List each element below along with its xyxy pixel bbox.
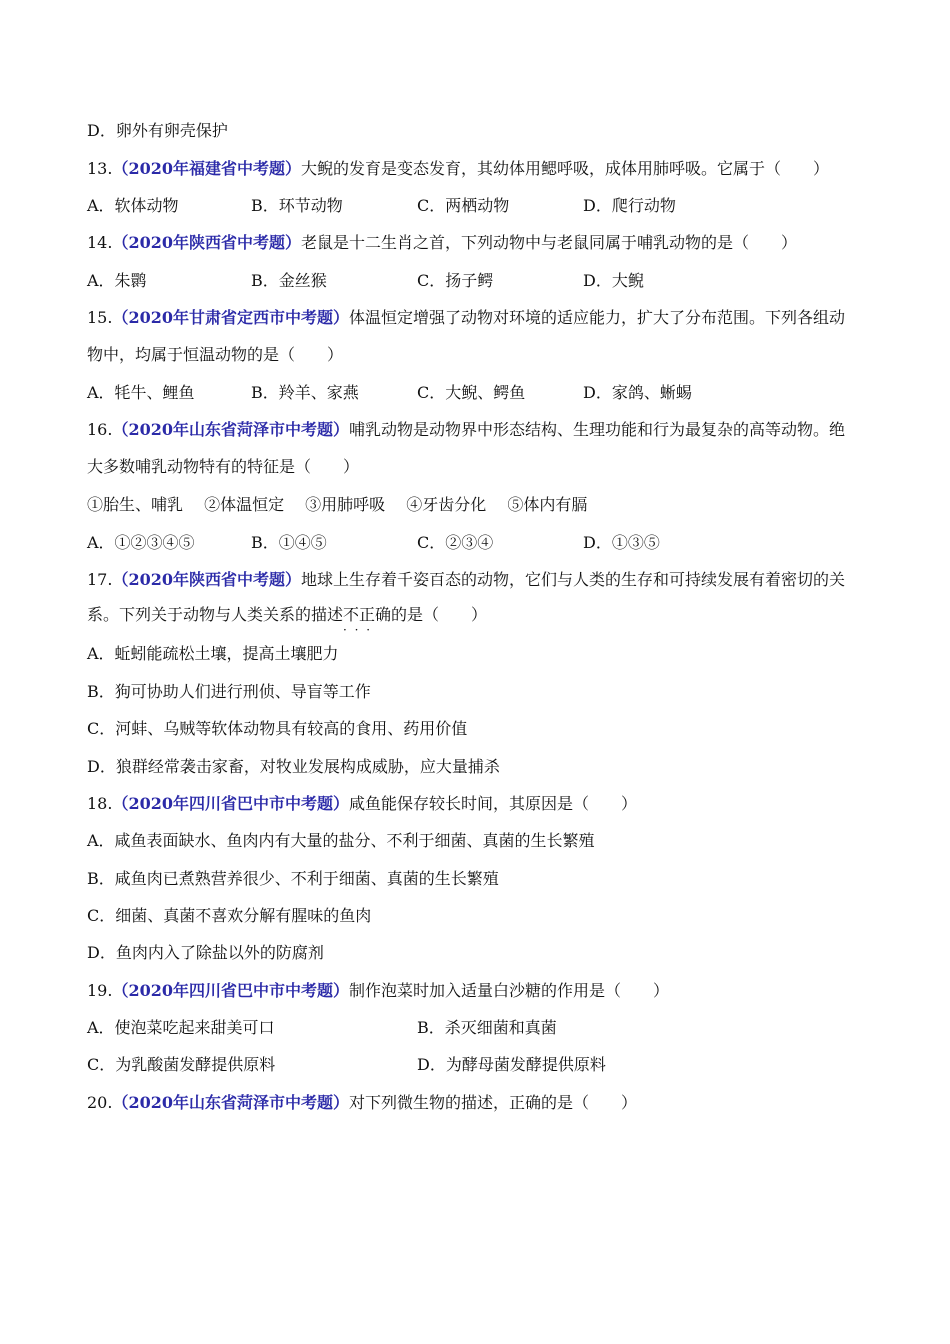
q20-stem — [87, 1092, 637, 1114]
q17-stem-part3: 的是（ ） — [391, 605, 488, 624]
q17-emphasis-not-correct: 不正确 · · · — [343, 605, 391, 624]
q13-option-d: D．爬行动物 — [583, 196, 676, 215]
q17-stem — [87, 569, 845, 591]
q16-option-d: D．①③⑤ — [583, 533, 660, 552]
q18-number: 18. — [87, 794, 113, 813]
q14-option-c: C．扬子鳄 — [417, 271, 494, 290]
q16-text: 哺乳动物是动物界中形态结构、生理功能和行为最复杂的高等动物。绝 — [349, 420, 846, 439]
q17-text: 地球上生存着千姿百态的动物，它们与人类的生存和可持续发展有着密切的关 — [301, 570, 846, 589]
q17-option-d: D．狼群经常袭击家畜，对牧业发展构成威胁，应大量捕杀 — [87, 757, 500, 776]
q13-source: （2020年福建省中考题） — [112, 159, 301, 178]
q16-number: 16. — [87, 420, 113, 439]
q16-source: （2020年山东省菏泽市中考题） — [112, 420, 349, 439]
q15-number: 15. — [87, 308, 113, 327]
q13-number: 13. — [87, 159, 113, 178]
q17-option-a: A．蚯蚓能疏松土壤，提高土壤肥力 — [87, 644, 339, 663]
q15-stem-line2: 物中，均属于恒温动物的是（ ） — [87, 345, 344, 364]
q19-option-c: C．为乳酸菌发酵提供原料 — [87, 1055, 276, 1074]
q13-text: 大鲵的发育是变态发育，其幼体用鳃呼吸，成体用肺呼吸。它属于（ ） — [301, 159, 830, 178]
q12-option-d: D．卵外有卵壳保护 — [87, 121, 228, 140]
q14-option-d: D．大鲵 — [583, 271, 644, 290]
q18-option-b: B．咸鱼肉已煮熟营养很少、不利于细菌、真菌的生长繁殖 — [87, 869, 499, 888]
q19-stem — [87, 980, 669, 1002]
q20-text: 对下列微生物的描述，正确的是（ ） — [349, 1093, 638, 1112]
q16-stem — [87, 419, 845, 441]
q13-option-c: C．两栖动物 — [417, 196, 510, 215]
q18-stem — [87, 793, 637, 815]
q19-option-b: B．杀灭细菌和真菌 — [417, 1018, 557, 1037]
q16-stem-line2: 大多数哺乳动物特有的特征是（ ） — [87, 457, 360, 476]
q15-option-d: D．家鸽、蜥蜴 — [583, 383, 692, 402]
q20-source: （2020年山东省菏泽市中考题） — [112, 1093, 349, 1112]
q16-option-c: C．②③④ — [417, 533, 494, 552]
q17-stem-line2 — [87, 604, 487, 626]
q17-option-c: C．河蚌、乌贼等软体动物具有较高的食用、药用价值 — [87, 719, 468, 738]
q14-stem — [87, 232, 797, 254]
q13-option-a: A．软体动物 — [87, 196, 179, 215]
q14-option-b: B．金丝猴 — [251, 271, 327, 290]
q19-text: 制作泡菜时加入适量白沙糖的作用是（ ） — [349, 981, 670, 1000]
q18-option-c: C．细菌、真菌不喜欢分解有腥味的鱼肉 — [87, 906, 372, 925]
q15-stem — [87, 307, 845, 329]
q19-option-d: D．为酵母菌发酵提供原料 — [417, 1055, 606, 1074]
q17-option-b: B．狗可协助人们进行刑侦、导盲等工作 — [87, 682, 371, 701]
q17-number: 17. — [87, 570, 113, 589]
q18-source: （2020年四川省巴中市中考题） — [112, 794, 349, 813]
q13-stem — [87, 158, 829, 180]
q15-source: （2020年甘肃省定西市中考题） — [112, 308, 349, 327]
q18-option-d: D．鱼肉内入了除盐以外的防腐剂 — [87, 943, 324, 962]
q16-option-a: A．①②③④⑤ — [87, 533, 195, 552]
q13-option-b: B．环节动物 — [251, 196, 343, 215]
q14-number: 14. — [87, 233, 113, 252]
q15-option-c: C．大鲵、鳄鱼 — [417, 383, 526, 402]
q19-number: 19. — [87, 981, 113, 1000]
q17-source: （2020年陕西省中考题） — [112, 570, 301, 589]
q14-text: 老鼠是十二生肖之首，下列动物中与老鼠同属于哺乳动物的是（ ） — [301, 233, 798, 252]
q20-number: 20. — [87, 1093, 113, 1112]
q14-source: （2020年陕西省中考题） — [112, 233, 301, 252]
q19-source: （2020年四川省巴中市中考题） — [112, 981, 349, 1000]
q15-option-b: B．羚羊、家燕 — [251, 383, 359, 402]
q16-option-b: B．①④⑤ — [251, 533, 327, 552]
q14-option-a: A．朱鹮 — [87, 271, 147, 290]
q16-items: ①胎生、哺乳 ②体温恒定 ③用肺呼吸 ④牙齿分化 ⑤体内有膈 — [87, 495, 588, 514]
q18-option-a: A．咸鱼表面缺水、鱼肉内有大量的盐分、不利于细菌、真菌的生长繁殖 — [87, 831, 595, 850]
q15-option-a: A．牦牛、鲤鱼 — [87, 383, 195, 402]
q18-text: 咸鱼能保存较长时间，其原因是（ ） — [349, 794, 638, 813]
q15-text: 体温恒定增强了动物对环境的适应能力，扩大了分布范围。下列各组动 — [349, 308, 846, 327]
q19-option-a: A．使泡菜吃起来甜美可口 — [87, 1018, 275, 1037]
q17-stem-part1: 系。下列关于动物与人类关系的描述 — [87, 605, 344, 624]
